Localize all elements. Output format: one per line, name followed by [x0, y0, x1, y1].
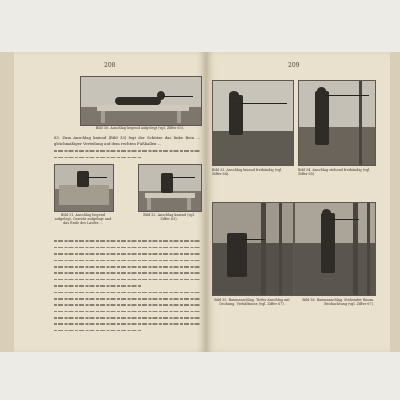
photo-prone-aimed	[80, 76, 202, 126]
photo-caption: Bild 32. Anschlag kniend (vgl. Ziffer 63).	[143, 213, 195, 222]
photo-tree-low	[212, 202, 294, 296]
photo-kneeling	[138, 164, 202, 212]
open-book	[0, 52, 400, 352]
page-number: 209	[288, 62, 300, 69]
section-heading: 63. Zum Anschlag kniend (Bild 33) legt der Schütze das linke Bein ... gleichmäßiger Verteilung auf dem rechten Fußballen ...	[54, 135, 200, 146]
photo-caption: Bild 33. Anschlag kniend freihändig (vgl. Ziffer 64).	[212, 168, 283, 177]
photo-caption: Bild 31. Anschlag liegend aufgelegt, Gewehr aufgelegt und das Ende des Laufes ...	[54, 213, 112, 226]
photo-caption: Bild 34. Anschlag stehend freihändig (vgl. Ziffer 65).	[298, 168, 371, 177]
photo-caption: Bild 36. Baumanschlag. Stehender Baum. Beobachtung (vgl. Ziffer 67).	[302, 298, 374, 307]
page-number: 208	[104, 62, 116, 69]
photo-prone-rest	[54, 164, 114, 212]
photo-caption: Bild 35. Baumanschlag. Tiefer Anschlag mit Deckung. Verhältnisse (vgl. Ziffer 67).	[214, 298, 290, 307]
text-line	[54, 154, 200, 160]
body-text	[54, 238, 200, 334]
left-page	[14, 52, 206, 352]
photo-kneeling-free	[212, 80, 294, 166]
photo-tree-standing	[294, 202, 376, 296]
photo-standing-free	[298, 80, 376, 166]
right-page	[206, 52, 390, 352]
photo-caption: Bild 30. Anschlag liegend aufgelegt (vgl. Ziffer 63).	[95, 126, 185, 130]
text-line	[54, 327, 200, 333]
paragraph-lines	[54, 148, 200, 161]
